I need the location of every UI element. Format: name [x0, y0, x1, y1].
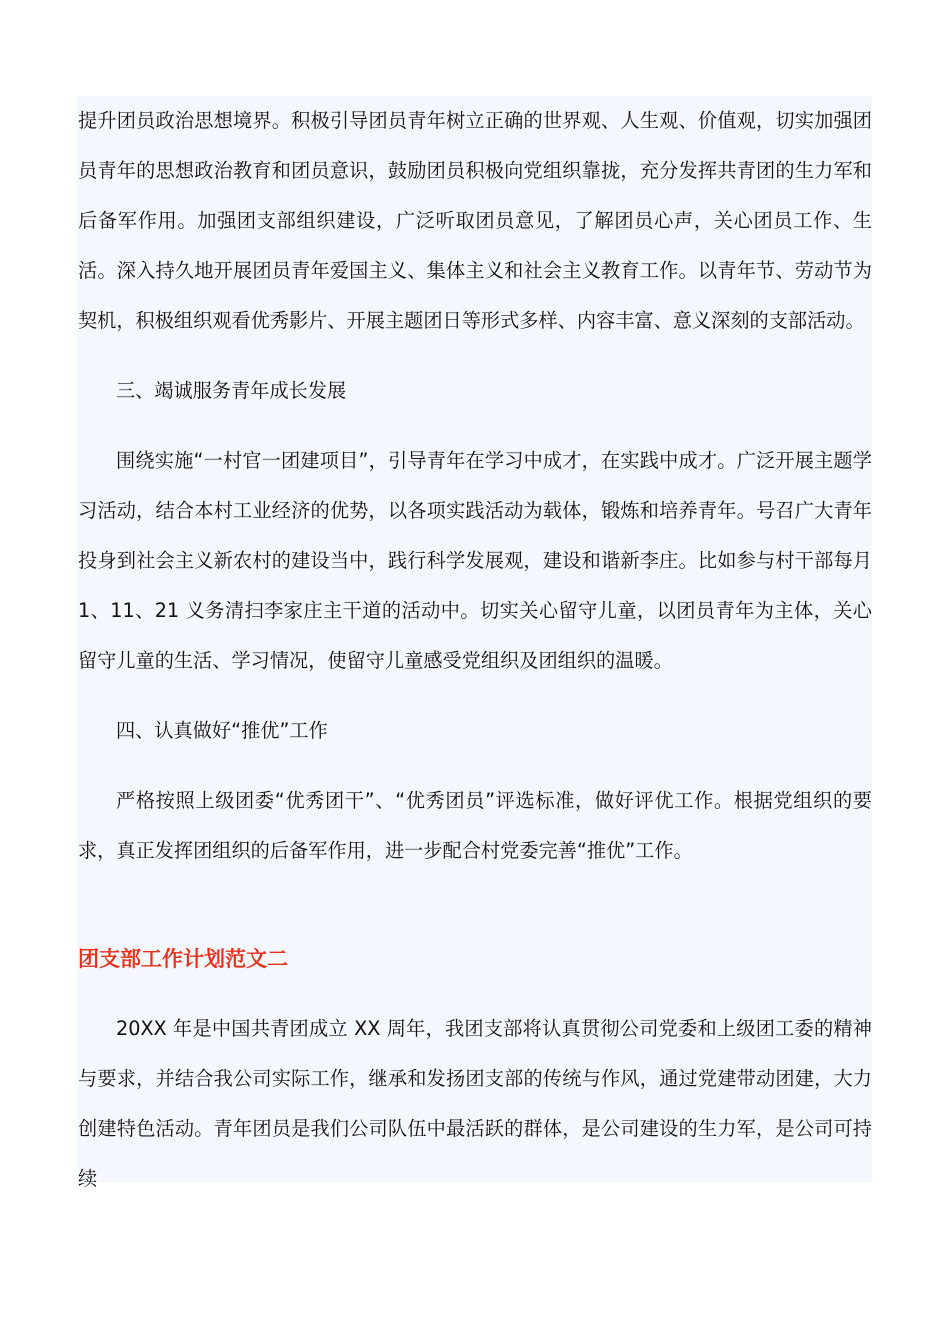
paragraph-serve-youth: 围绕实施“一村官一团建项目”，引导青年在学习中成才，在实践中成才。广泛开展主题学习活动，结合本村工业经济的优势，以各项实践活动为载体，锻炼和培养青年。号召广大青年投身到社会主义新农村的建设当中，践行科学发展观，建设和谐新李庄。比如参与村干部每月 1、11、21 义务清扫李家庄主干道的活动中。切实关心留守儿童，以团员青年为主体，关心留守儿童的生活、学习情况，使留守儿童感受党组织及团组织的温暖。 [78, 449, 872, 672]
spacer [78, 756, 872, 776]
spacer [78, 686, 872, 706]
document-page [78, 96, 872, 1190]
spacer [78, 914, 872, 934]
paragraph-political-ideology: 提升团员政治思想境界。积极引导团员青年树立正确的世界观、人生观、价值观，切实加强团员青年的思想政治教育和团员意识，鼓励团员积极向党组织靠拢，充分发挥共青团的生力军和后备军作用。加强团支部组织建设，广泛听取团员意见，了解团员心声，关心团员工作、生活。深入持久地开展团员青年爱国主义、集体主义和社会主义教育工作。以青年节、劳动节为契机，积极组织观看优秀影片、开展主题团日等形式多样、内容丰富、意义深刻的支部活动。 [78, 109, 872, 332]
paragraph-recommend-excellent: 严格按照上级团委“优秀团干”、“优秀团员”评选标准，做好评优工作。根据党组织的要求，真正发挥团组织的后备军作用，进一步配合村党委完善“推优”工作。 [78, 789, 872, 862]
heading-serve-youth: 三、竭诚服务青年成长发展 [116, 379, 347, 402]
spacer [78, 346, 872, 366]
spacer [78, 876, 872, 914]
spacer [78, 416, 872, 436]
spacer [78, 984, 872, 1004]
paragraph-plan-two-intro: 20XX 年是中国共青团成立 XX 周年，我团支部将认真贯彻公司党委和上级团工委的精神与要求，并结合我公司实际工作，继承和发扬团支部的传统与作风，通过党建带动团建，大力创建特色活动。青年团员是我们公司队伍中最活跃的群体，是公司建设的生力军，是公司可持续 [78, 1017, 872, 1190]
section-title: 团支部工作计划范文二 [78, 947, 288, 971]
heading-recommend-excellent: 四、认真做好“推优”工作 [116, 719, 328, 742]
